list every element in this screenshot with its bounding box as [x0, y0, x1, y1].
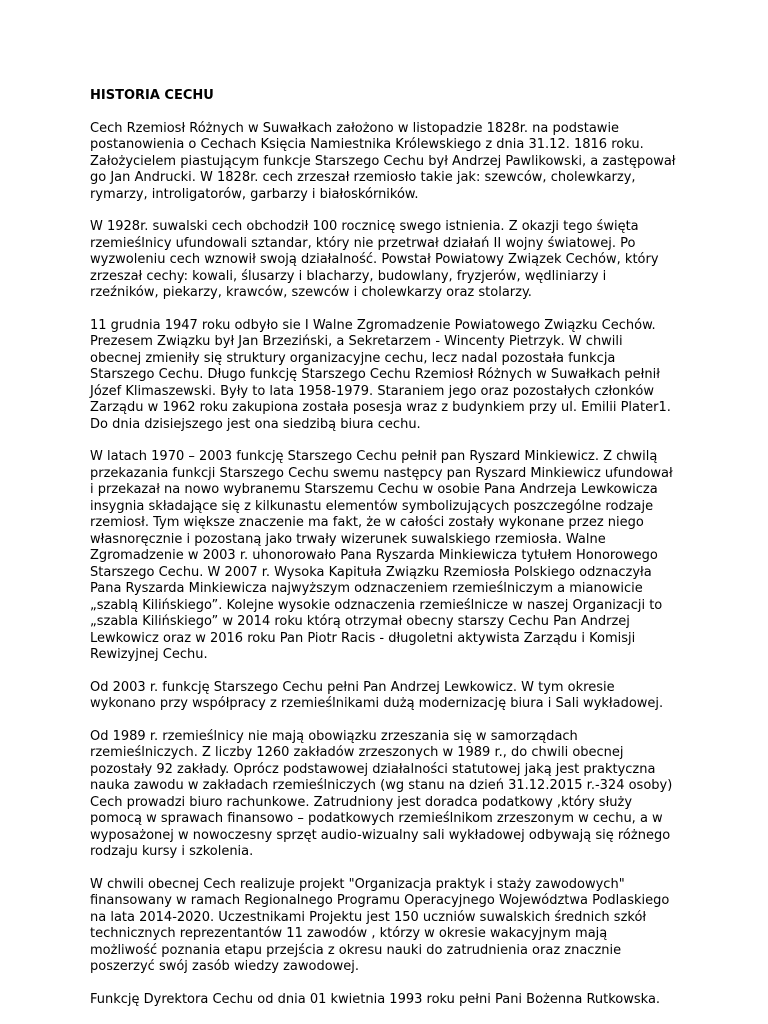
paragraph-general-assembly: 11 grudnia 1947 roku odbyło sie I Walne Zgromadzenie Powiatowego Związku Cechów. Prezesem Związku był Jan Brzeziński, a Sekretarzem - Wincenty Pietrzyk. W chwili obecnej zmieniły się struktury organizacyjne cechu, lecz nadal pozostała funkcja Starszego Cechu. Długo funkcję Starszego Cechu Rzemiosł Różnych w Suwałkach pełnił Józef Klimaszewski. Były to lata 1958-1979. Staraniem jego oraz pozostałych członków Zarządu w 1962 roku zakupiona została posesja wraz z budynkiem przy ul. Emilii Plater1. Do dnia dzisiejszego jest ona siedzibą biura cechu.	[90, 317, 671, 432]
paragraph-lewkowicz: Od 2003 r. funkcję Starszego Cechu pełni Pan Andrzej Lewkowicz. W tym okresie wykonano przy współpracy z rzemieślnikami dużą modernizację biura i Sali wykładowej.	[90, 679, 664, 711]
paragraph-membership: Od 1989 r. rzemieślnicy nie mają obowiązku zrzeszania się w samorządach rzemieślniczych. Z liczby 1260 zakładów zrzeszonych w 1989 r., do chwili obecnej pozostały 92 zakłady. Oprócz podstawowej działalności statutowej jaką jest praktyczna nauka zawodu w zakładach rzemieślniczych (wg stanu na dzień 31.12.2015 r.-324 osoby) Cech prowadzi biuro rachunkowe. Zatrudniony jest doradca podatkowy ,który służy pomocą w sprawach finansowo – podatkowych rzemieślnikom zrzeszonym w cechu, a w wyposażonej w nowoczesny sprzęt audio-wizualny sali wykładowej odbywają się różnego rodzaju kursy i szkolenia.	[90, 728, 673, 859]
paragraph-centenary: W 1928r. suwalski cech obchodził 100 rocznicę swego istnienia. Z okazji tego święta rzemieślnicy ufundowali sztandar, który nie przetrwał działań II wojny światowej. Po wyzwoleniu cech wznowił swoją działalność. Powstał Powiatowy Związek Cechów, który zrzeszał cechy: kowali, ślusarzy i blacharzy, budowlany, fryzjerów, wędliniarzy i rzeźników, piekarzy, krawców, szewców i cholewkarzy oraz stolarzy.	[90, 219, 659, 300]
paragraph-director: Funkcję Dyrektora Cechu od dnia 01 kwietnia 1993 roku pełni Pani Bożenna Rutkowska.	[90, 991, 661, 1007]
paragraph-founding: Cech Rzemiosł Różnych w Suwałkach założono w listopadzie 1828r. na podstawie postanowienia o Cechach Księcia Namiestnika Królewskiego z dnia 31.12. 1816 roku. Założycielem piastującym funkcje Starszego Cechu był Andrzej Pawlikowski, a zastępował go Jan Andrucki. W 1828r. cech zrzeszał rzemiosło takie jak: szewców, cholewkarzy, rymarzy, introligatorów, garbarzy i białoskórników.	[90, 120, 676, 202]
paragraph-project: W chwili obecnej Cech realizuje projekt "Organizacja praktyk i staży zawodowych" finansowany w ramach Regionalnego Programu Operacyjnego Województwa Podlaskiego na lata 2014-2020. Uczestnikami Projektu jest 150 uczniów suwalskich średnich szkół technicznych reprezentantów 11 zawodów , którzy w okresie wakacyjnym mają możliwość poznania etapu przejścia z okresu nauki do zatrudnienia oraz znacznie poszerzyć swój zasób wiedzy zawodowej.	[90, 876, 670, 974]
document-page	[90, 88, 705, 1024]
document-title: HISTORIA CECHU	[90, 88, 214, 103]
paragraph-minkiewicz: W latach 1970 – 2003 funkcję Starszego Cechu pełnił pan Ryszard Minkiewicz. Z chwilą przekazania funkcji Starszego Cechu swemu następcy pan Ryszard Minkiewicz ufundował i przekazał na nowo wybranemu Starszemu Cechu w osobie Pana Andrzeja Lewkowicza insygnia składające się z kilkunastu elementów symbolizujących poszczególne rodzaje rzemiosł. Tym większe znaczenie ma fakt, że w całości zostały wykonane przez niego własnoręcznie i pozostaną jako trwały wizerunek suwalskiego rzemiosła. Walne Zgromadzenie w 2003 r. uhonorowało Pana Ryszarda Minkiewicza tytułem Honorowego Starszego Cechu. W 2007 r. Wysoka Kapituła Związku Rzemiosła Polskiego odznaczyła Pana Ryszarda Minkiewicza najwyższym odznaczeniem rzemieślniczym a mianowicie „szablą Kilińskiego”. Kolejne wysokie odznaczenia rzemieślnicze w naszej Organizacji to „szabla Kilińskiego” w 2014 roku którą otrzymał obecny starszy Cechu Pan Andrzej Lewkowicz oraz w 2016 roku Pan Piotr Racis - długoletni aktywista Zarządu i Komisji Rewizyjnej Cechu.	[90, 449, 673, 662]
